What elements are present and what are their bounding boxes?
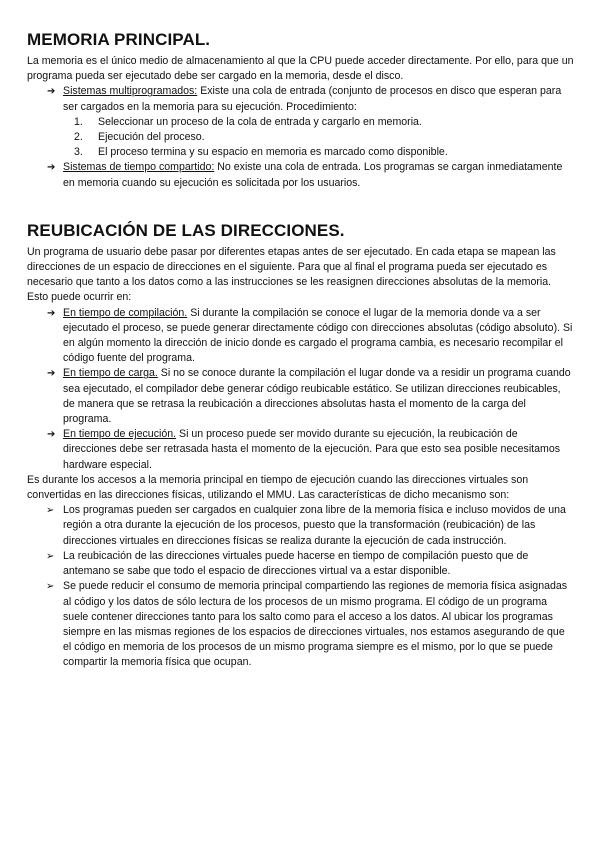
item-term: En tiempo de compilación. bbox=[63, 306, 188, 319]
section-intro: La memoria es el único medio de almacenamiento al que la CPU puede acceder directamente. Por ello, para que un programa pueda ser ejecutado debe ser cargado en la memoria, desde el disco. bbox=[27, 55, 574, 83]
item-text: Existe una cola de entrada (conjunto de procesos en disco que esperan para ser cargados en la memoria para su ejecución. Procedimiento: bbox=[63, 85, 562, 113]
triangle-bullet-icon: ➢ bbox=[46, 550, 55, 562]
feature-text: La reubicación de las direcciones virtuales puede hacerse en tiempo de compilación puesto que de antemano se sabe que todo el espacio de direcciones virtual va a estar disponible. bbox=[63, 549, 529, 578]
item-term: Sistemas de tiempo compartido: bbox=[63, 161, 215, 174]
step-number: 3. bbox=[74, 146, 83, 159]
list-item bbox=[74, 130, 574, 145]
mmu-features-list bbox=[27, 503, 574, 670]
list-item bbox=[27, 503, 574, 549]
item-text: Si un proceso puede ser movido durante su ejecución, la reubicación de direcciones debe ser retrasada hasta el momento de la ejecución. Para que esto sea posible necesitamos hardware especial. bbox=[63, 428, 561, 471]
list-item bbox=[27, 366, 574, 427]
memory-systems-list bbox=[27, 84, 574, 114]
item-term: Sistemas multiprogramados: bbox=[63, 85, 198, 98]
triangle-bullet-icon: ➢ bbox=[46, 581, 55, 593]
relocation-times-list bbox=[27, 306, 574, 473]
step-number: 1. bbox=[74, 115, 83, 128]
arrow-bullet-icon: ➔ bbox=[47, 86, 56, 98]
section-title-memoria: MEMORIA PRINCIPAL. bbox=[27, 30, 211, 49]
item-text: Si no se conoce durante la compilación el lugar donde va a residir un programa cuando sea ejecutado, el compilador debe generar código reubicable estático. Se utilizan direcciones reubicables, de manera que se retrasa la reubicación a direcciones absolutas hasta el momento de la carga del programa. bbox=[63, 367, 571, 426]
arrow-bullet-icon: ➔ bbox=[47, 368, 56, 380]
list-item bbox=[27, 84, 574, 114]
list-item bbox=[27, 549, 574, 579]
section-intro: Un programa de usuario debe pasar por diferentes etapas antes de ser ejecutado. En cada etapa se mapean las direcciones de un espacio de direcciones en el siguiente. Para que al final el programa pueda ser ejecutado es necesario que tanto a los datos como a las instrucciones se les reasignen direcciones absolutas de la memoria. Esto puede ocurrir en: bbox=[27, 245, 556, 304]
arrow-bullet-icon: ➔ bbox=[47, 307, 56, 319]
memory-systems-list-cont bbox=[27, 160, 574, 190]
item-text: No existe una cola de entrada. Los programas se cargan inmediatamente en memoria cuando su ejecución es solicitada por los usuarios. bbox=[63, 161, 563, 189]
step-number: 2. bbox=[74, 131, 83, 144]
mmu-paragraph: Es durante los accesos a la memoria principal en tiempo de ejecución cuando las direcciones virtuales son convertidas en las direcciones físicas, utilizando el MMU. Las características de dicho mecanismo son: bbox=[27, 473, 529, 502]
feature-text: Los programas pueden ser cargados en cualquier zona libre de la memoria física e incluso movidos de una región a otra durante la ejecución de los procesos, puesto que la transformación (reubicación) de las direcciones virtuales en direcciones físicas se realiza durante la ejecución de cada instrucción. bbox=[63, 504, 566, 547]
arrow-bullet-icon: ➔ bbox=[47, 429, 56, 441]
item-term: En tiempo de ejecución. bbox=[63, 428, 177, 441]
list-item bbox=[27, 306, 574, 367]
list-item bbox=[74, 115, 574, 130]
procedure-steps bbox=[27, 115, 574, 161]
feature-text: Se puede reducir el consumo de memoria principal compartiendo las regiones de memoria física asignadas al código y los datos de sólo lectura de los procesos de un mismo programa. El código de un programa suele contener direcciones tanto para los salto como para el acceso a los datos. Al ubicar los programas siempre en las mismas regiones de los espacios de direcciones virtuales, nos estamos asegurando de que el código en memoria de los procesos de un mismo programa siempre es el mismo, por lo que se puede compartir la memoria física que ocupan. bbox=[63, 580, 568, 669]
step-text: Seleccionar un proceso de la cola de entrada y cargarlo en memoria. bbox=[98, 115, 422, 128]
item-term: En tiempo de carga. bbox=[63, 367, 158, 380]
arrow-bullet-icon: ➔ bbox=[47, 162, 56, 174]
list-item bbox=[27, 579, 574, 670]
section-title-reubicacion: REUBICACIÓN DE LAS DIRECCIONES. bbox=[27, 220, 345, 240]
list-item bbox=[27, 427, 574, 473]
list-item bbox=[27, 160, 574, 190]
step-text: El proceso termina y su espacio en memoria es marcado como disponible. bbox=[98, 146, 448, 159]
step-text: Ejecución del proceso. bbox=[98, 131, 205, 144]
triangle-bullet-icon: ➢ bbox=[46, 505, 55, 517]
list-item bbox=[74, 145, 574, 160]
item-text: Si durante la compilación se conoce el lugar de la memoria donde va a ser ejecutado el proceso, se puede generar directamente código con direcciones absolutas (código absoluto). Si en algún momento la dirección de inicio donde es cargado el programa cambia, es necesario recompilar el código fuente del programa. bbox=[63, 306, 573, 365]
